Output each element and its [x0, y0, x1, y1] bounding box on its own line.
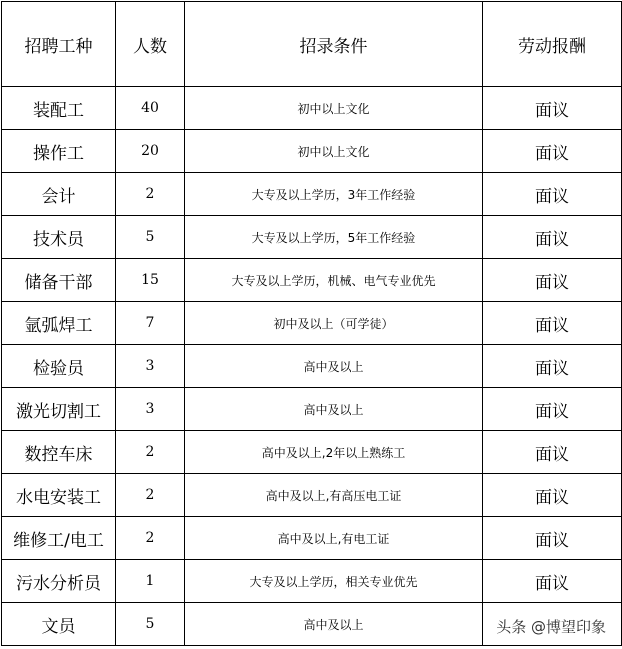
pay-cell: 面议: [483, 302, 622, 345]
count-cell: 15: [116, 259, 185, 302]
condition-cell: 初中以上文化: [185, 130, 483, 173]
table-row: [2, 388, 622, 431]
count-cell: 2: [116, 474, 185, 517]
table-row: [2, 302, 622, 345]
table-row: [2, 87, 622, 130]
job-type-cell: 储备干部: [2, 259, 116, 302]
condition-cell: 大专及以上学历，机械、电气专业优先: [185, 259, 483, 302]
pay-cell: 面议: [483, 388, 622, 431]
pay-cell: 面议: [483, 474, 622, 517]
count-cell: 40: [116, 87, 185, 130]
condition-cell: 高中及以上,有高压电工证: [185, 474, 483, 517]
condition-cell: 高中及以上,有电工证: [185, 517, 483, 560]
pay-cell: 面议: [483, 431, 622, 474]
table-row: [2, 474, 622, 517]
condition-cell: 高中及以上,2年以上熟练工: [185, 431, 483, 474]
condition-cell: 高中及以上: [185, 388, 483, 431]
pay-cell: 面议: [483, 130, 622, 173]
job-type-cell: 激光切割工: [2, 388, 116, 431]
job-type-cell: 检验员: [2, 345, 116, 388]
pay-cell: 面议: [483, 173, 622, 216]
watermark: 头条 @博望印象: [492, 614, 610, 639]
table-header: [2, 2, 622, 87]
header-count: 人数: [116, 2, 185, 87]
count-cell: 3: [116, 345, 185, 388]
condition-cell: 初中及以上（可学徒）: [185, 302, 483, 345]
condition-cell: 初中以上文化: [185, 87, 483, 130]
pay-cell: 面议: [483, 259, 622, 302]
count-cell: 3: [116, 388, 185, 431]
recruitment-table: [1, 1, 622, 646]
table-row: [2, 345, 622, 388]
condition-cell: 高中及以上: [185, 345, 483, 388]
job-type-cell: 数控车床: [2, 431, 116, 474]
count-cell: 2: [116, 431, 185, 474]
header-condition: 招录条件: [185, 2, 483, 87]
job-type-cell: 污水分析员: [2, 560, 116, 603]
pay-cell: 面议: [483, 87, 622, 130]
count-cell: 2: [116, 517, 185, 560]
table-row: [2, 216, 622, 259]
table-row: [2, 431, 622, 474]
job-type-cell: 会计: [2, 173, 116, 216]
count-cell: 2: [116, 173, 185, 216]
pay-cell: 面议: [483, 345, 622, 388]
pay-cell: 面议: [483, 517, 622, 560]
job-type-cell: 操作工: [2, 130, 116, 173]
table-row: [2, 173, 622, 216]
job-type-cell: 装配工: [2, 87, 116, 130]
pay-cell: 面议: [483, 560, 622, 603]
header-row: [2, 2, 622, 87]
table-row: [2, 517, 622, 560]
pay-cell: 面议: [483, 216, 622, 259]
job-type-cell: 技术员: [2, 216, 116, 259]
job-type-cell: 维修工/电工: [2, 517, 116, 560]
count-cell: 7: [116, 302, 185, 345]
job-type-cell: 氩弧焊工: [2, 302, 116, 345]
count-cell: 5: [116, 603, 185, 646]
condition-cell: 大专及以上学历，3年工作经验: [185, 173, 483, 216]
count-cell: 1: [116, 560, 185, 603]
job-type-cell: 水电安装工: [2, 474, 116, 517]
count-cell: 5: [116, 216, 185, 259]
job-type-cell: 文员: [2, 603, 116, 646]
table-row: [2, 560, 622, 603]
condition-cell: 大专及以上学历，5年工作经验: [185, 216, 483, 259]
table-row: [2, 130, 622, 173]
header-pay: 劳动报酬: [483, 2, 622, 87]
table-body: [2, 87, 622, 646]
table-row: [2, 259, 622, 302]
condition-cell: 高中及以上: [185, 603, 483, 646]
header-job-type: 招聘工种: [2, 2, 116, 87]
count-cell: 20: [116, 130, 185, 173]
condition-cell: 大专及以上学历，相关专业优先: [185, 560, 483, 603]
